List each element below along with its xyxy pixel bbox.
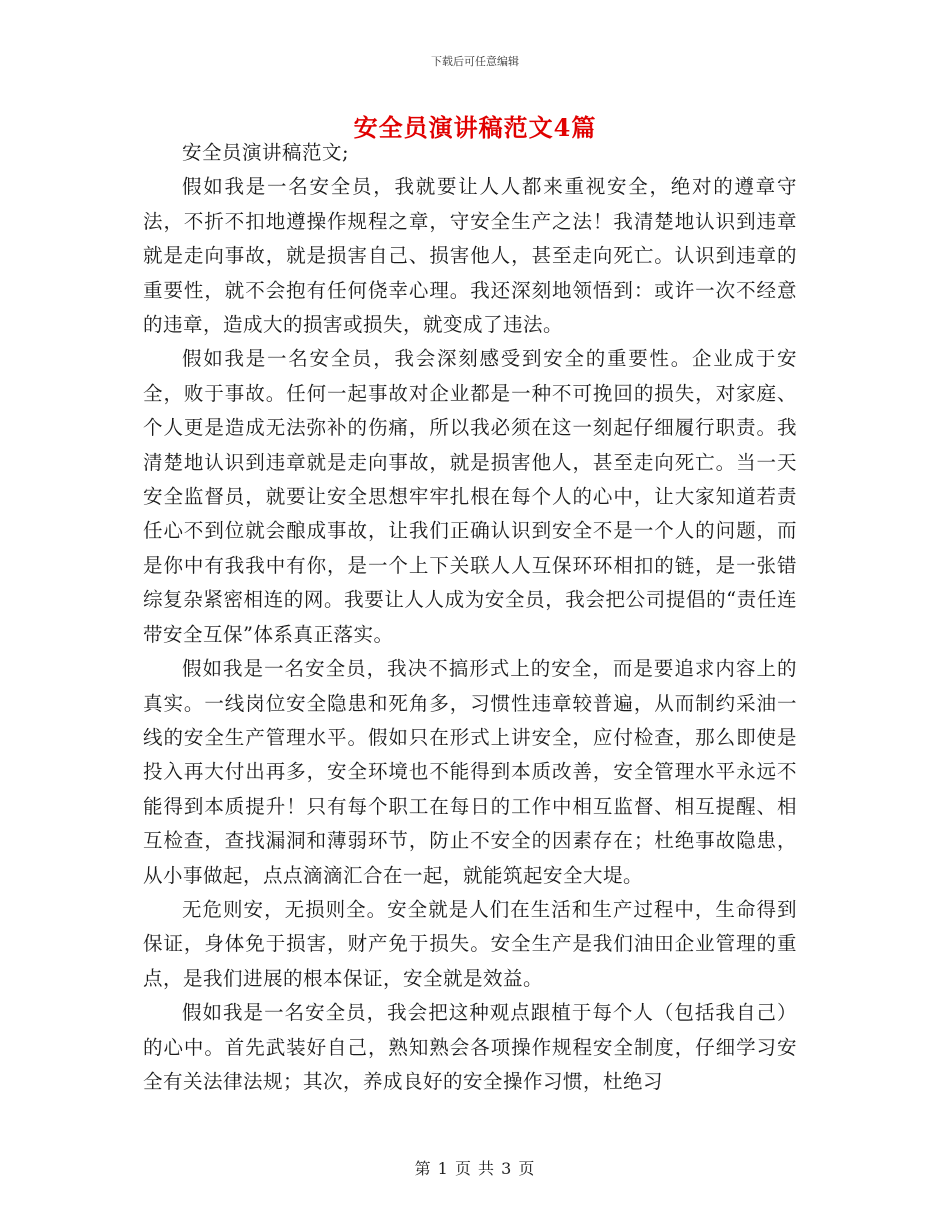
- paragraph-intro: 安全员演讲稿范文;: [182, 141, 350, 164]
- header-note: 下载后可任意编辑: [431, 55, 519, 68]
- page-number-footer: 第 1 页 共 3 页: [414, 1159, 536, 1178]
- document-title: 安全员演讲稿范文4篇: [353, 113, 597, 142]
- paragraph: 无危则安，无损则全。安全就是人们在生活和生产过程中，生命得到保证，身体免于损害，财产免于损失。安全生产是我们油田企业管理的重点，是我们进展的根本保证，安全就是效益。: [143, 897, 797, 990]
- paragraph: 假如我是一名安全员，我就要让人人都来重视安全，绝对的遵章守法，不折不扣地遵操作规程之章，守安全生产之法！我清楚地认识到违章就是走向事故，就是损害自己、损害他人，甚至走向死亡。认识到违章的重要性，就不会抱有任何侥幸心理。我还深刻地领悟到：或许一次不经意的违章，造成大的损害或损失，就变成了违法。: [143, 175, 797, 337]
- paragraph: 假如我是一名安全员，我会深刻感受到安全的重要性。企业成于安全，败于事故。任何一起事故对企业都是一种不可挽回的损失，对家庭、个人更是造成无法弥补的伤痛，所以我必须在这一刻起仔细履行职责。我清楚地认识到违章就是走向事故，就是损害他人，甚至走向死亡。当一天安全监督员，就要让安全思想牢牢扎根在每个人的心中，让大家知道若责任心不到位就会酿成事故，让我们正确认识到安全不是一个人的问题，而是你中有我我中有你，是一个上下关联人人互保环环相扣的链，是一张错综复杂紧密相连的网。我要让人人成为安全员，我会把公司提倡的“责任连带安全互保”体系真正落实。: [143, 347, 797, 646]
- paragraph: 假如我是一名安全员，我会把这种观点跟植于每个人（包括我自己）的心中。首先武装好自己，熟知熟会各项操作规程安全制度，仔细学习安全有关法律法规；其次，养成良好的安全操作习惯，杜绝习: [143, 1001, 797, 1093]
- paragraph: 假如我是一名安全员，我决不搞形式上的安全，而是要追求内容上的真实。一线岗位安全隐患和死角多，习惯性违章较普遍，从而制约采油一线的安全生产管理水平。假如只在形式上讲安全，应付检查，那么即使是投入再大付出再多，安全环境也不能得到本质改善，安全管理水平永远不能得到本质提升！只有每个职工在每日的工作中相互监督、相互提醒、相互检查，查找漏洞和薄弱环节，防止不安全的因素存在；杜绝事故隐患，从小事做起，点点滴滴汇合在一起，就能筑起安全大堤。: [143, 657, 797, 887]
- document-body: [143, 136, 797, 1099]
